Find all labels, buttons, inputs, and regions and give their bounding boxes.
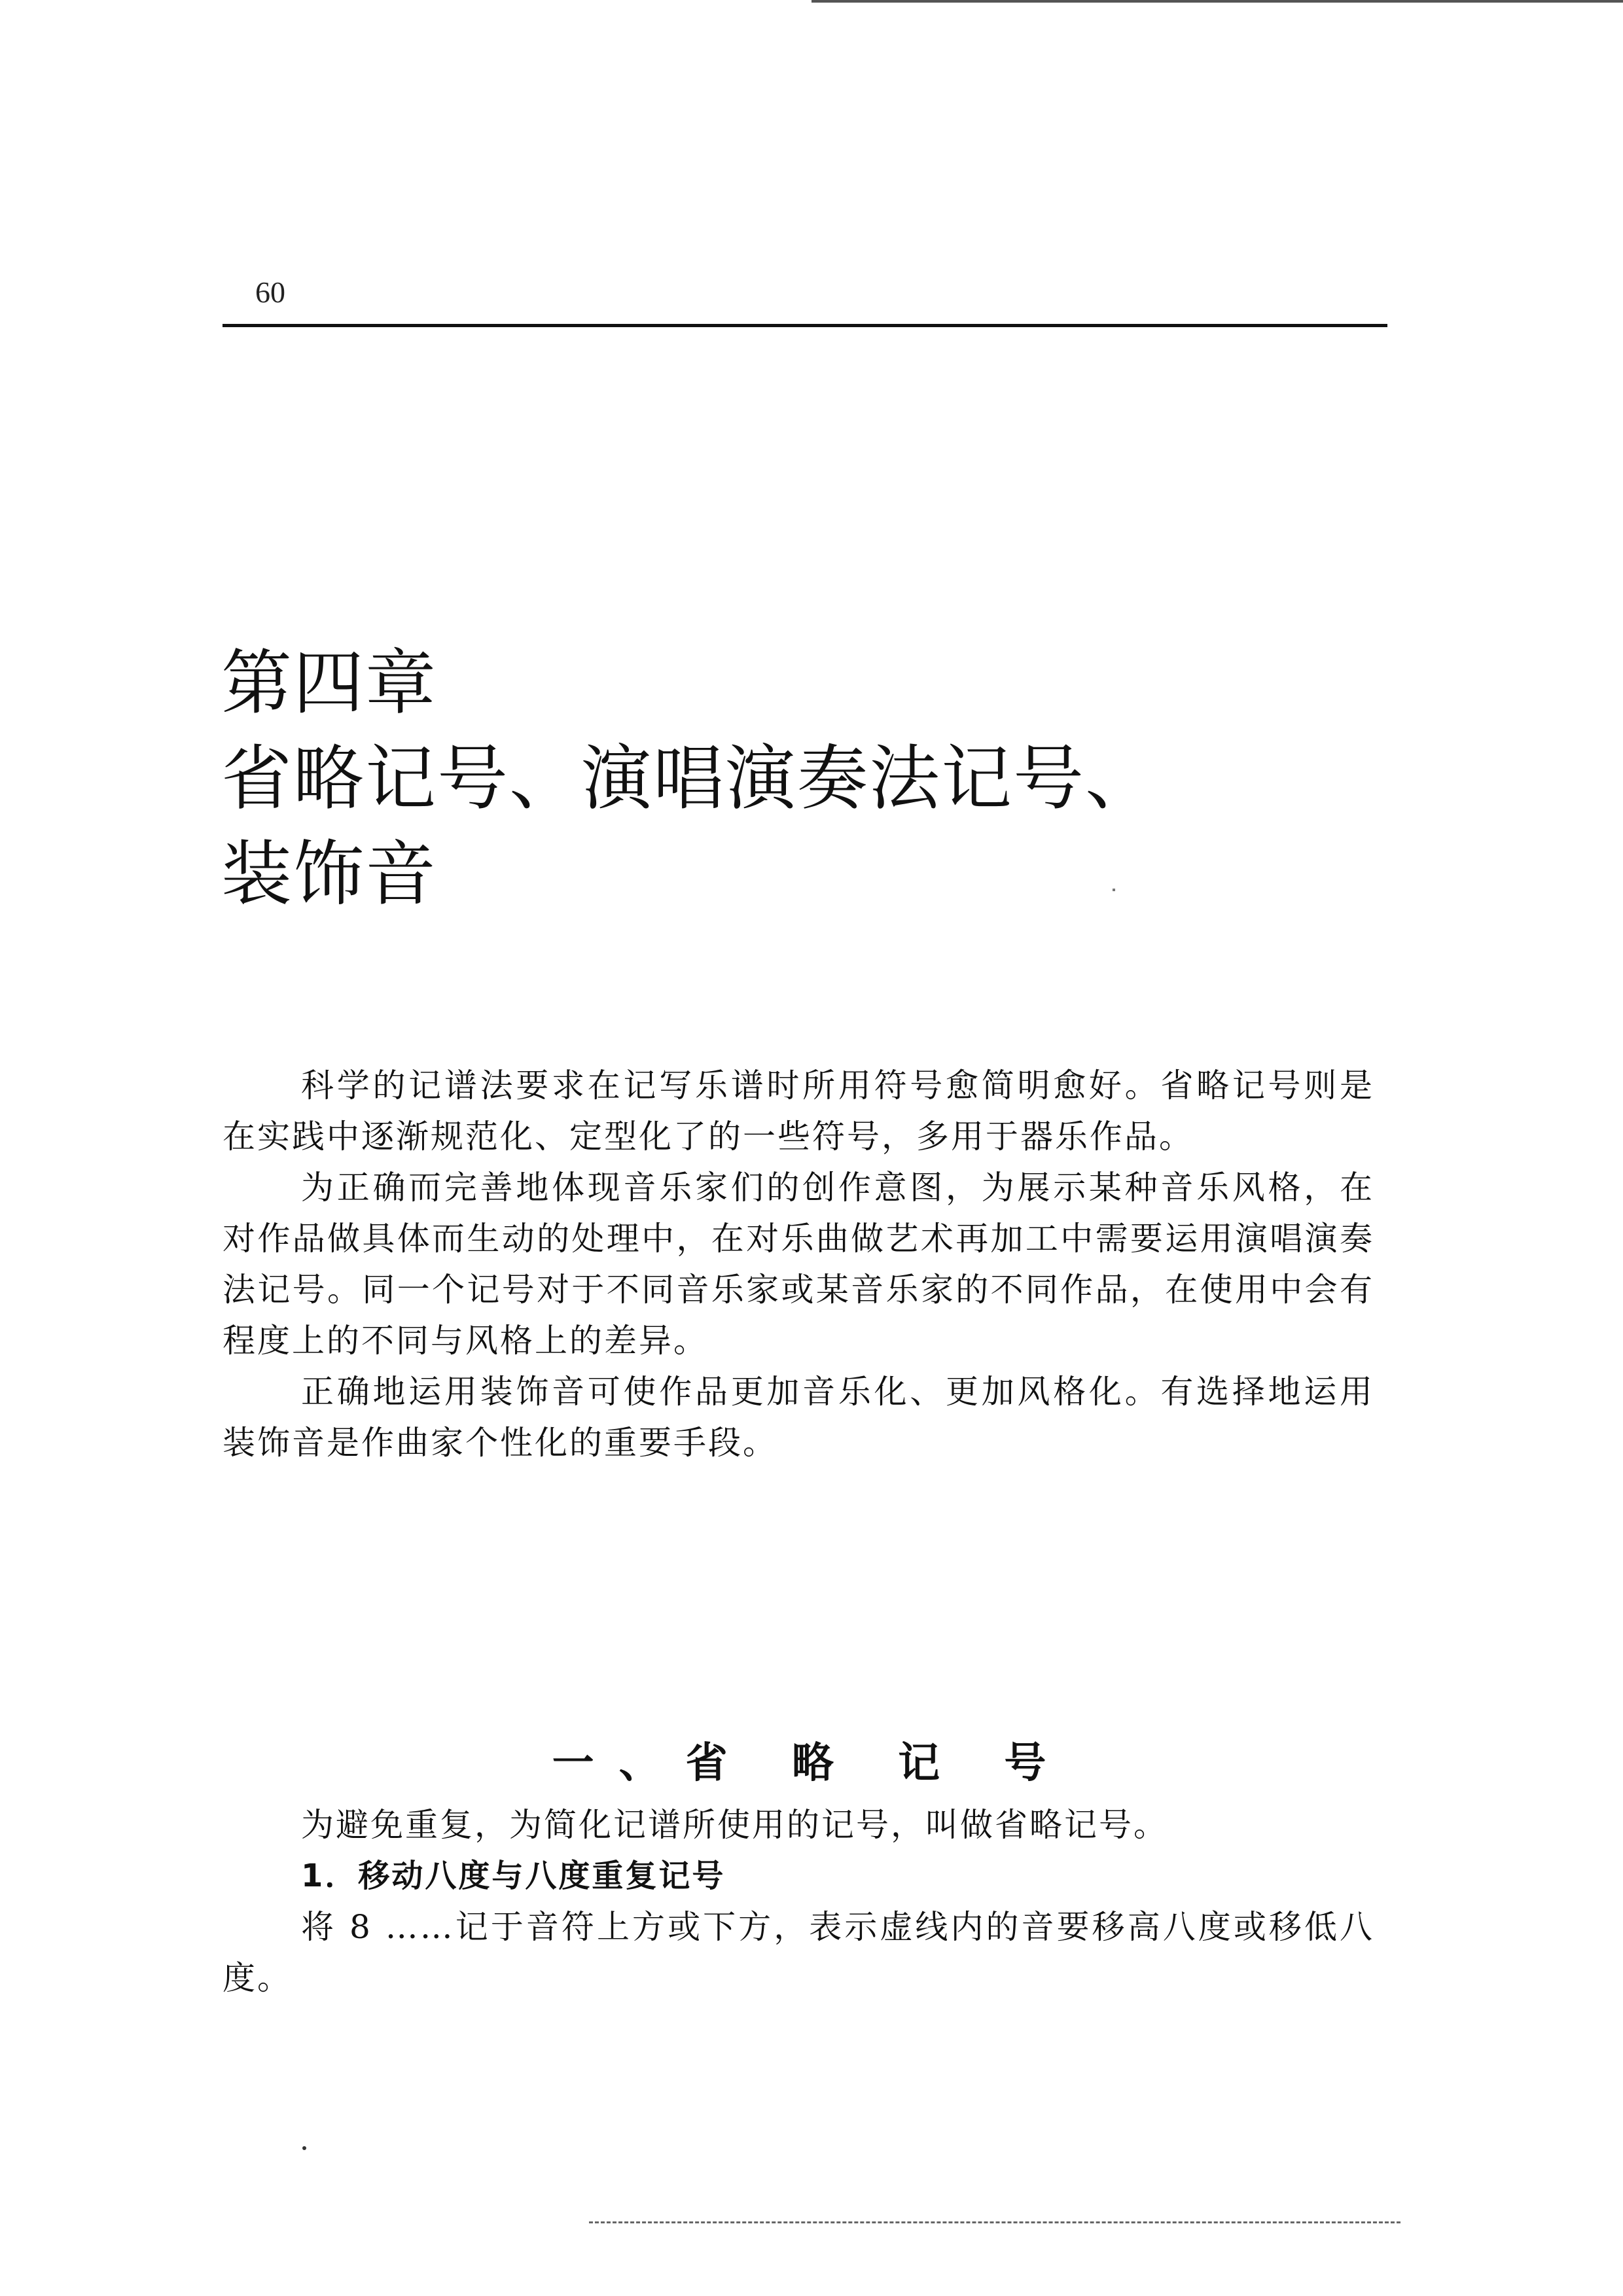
section-heading: 一、省 略 记 号 bbox=[552, 1739, 1071, 1788]
scan-speck bbox=[302, 2146, 306, 2150]
section-definition: 为避免重复，为简化记谱所使用的记号，叫做省略记号。 bbox=[301, 1806, 1168, 1844]
scan-speck bbox=[1113, 889, 1115, 891]
scan-edge-dashes bbox=[589, 2221, 1400, 2223]
page-number: 60 bbox=[255, 275, 285, 309]
chapter-title-line-2: 装饰音 bbox=[221, 834, 438, 916]
subsection-heading: 1．移动八度与八度重复记号 bbox=[301, 1858, 726, 1894]
chapter-number: 第四章 bbox=[221, 643, 438, 725]
intro-paragraph-1: 科学的记谱法要求在记写乐谱时所用符号愈简明愈好。省略记号则是在实践中逐渐规范化、定型化了的一些符号，多用于器乐作品。 bbox=[223, 1067, 1374, 1156]
scan-edge-line bbox=[812, 0, 1623, 3]
header-rule bbox=[223, 324, 1387, 327]
chapter-title bbox=[221, 636, 1399, 923]
section-body bbox=[223, 1799, 1374, 2004]
intro-paragraph-3: 正确地运用装饰音可使作品更加音乐化、更加风格化。有选择地运用装饰音是作曲家个性化的重要手段。 bbox=[223, 1373, 1374, 1462]
subsection-text: 将 8 ……记于音符上方或下方，表示虚线内的音要移高八度或移低八度。 bbox=[223, 1908, 1374, 1997]
intro-paragraph-2: 为正确而完善地体现音乐家们的创作意图，为展示某种音乐风格，在对作品做具体而生动的处理中，在对乐曲做艺术再加工中需要运用演唱演奏法记号。同一个记号对于不同音乐家或某音乐家的不同作品，在使用中会有程度上的不同与风格上的差异。 bbox=[223, 1169, 1374, 1360]
chapter-introduction bbox=[223, 1060, 1374, 1468]
chapter-title-line-1: 省略记号、演唱演奏法记号、 bbox=[221, 738, 1158, 821]
